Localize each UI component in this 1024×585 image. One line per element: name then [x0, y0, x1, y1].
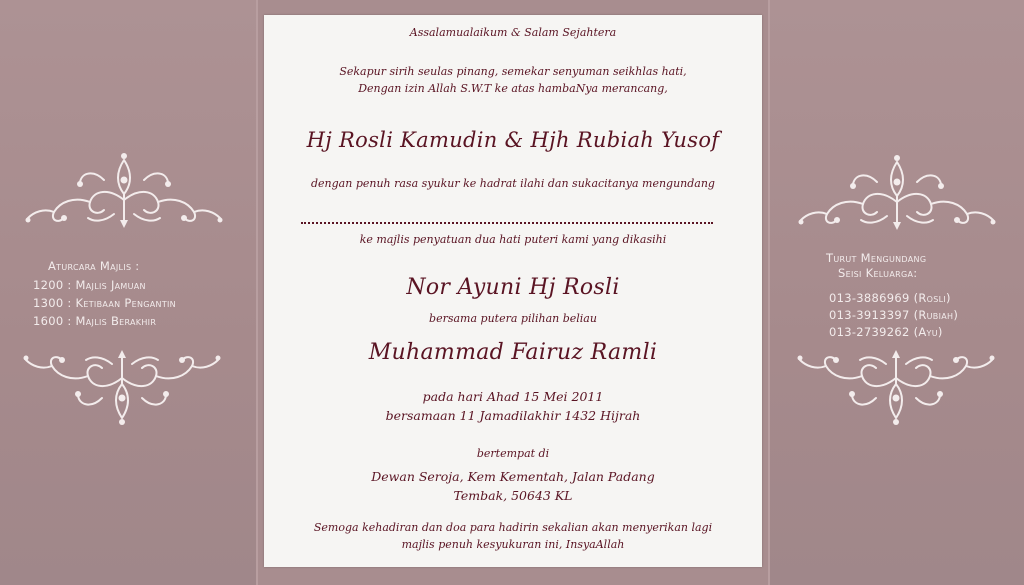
floral-ornament-icon	[22, 348, 222, 428]
contacts-heading: Turut Mengundang	[826, 251, 927, 265]
contact-item: 013-3913397 (Rubiah)	[829, 308, 959, 322]
with-line: bersama putera pilihan beliau	[429, 312, 597, 325]
groom-name: Muhammad Fairuz Ramli	[368, 340, 658, 365]
fold-line-right	[768, 0, 770, 585]
floral-ornament-icon	[796, 348, 996, 428]
program-heading: Aturcara Majlis :	[48, 259, 140, 273]
hijri-date-line: bersamaan 11 Jamadilakhir 1432 Hijrah	[385, 408, 641, 423]
date-line: pada hari Ahad 15 Mei 2011	[422, 389, 604, 404]
hosts-names: Hj Rosli Kamudin & Hjh Rubiah Yusof	[306, 128, 720, 152]
contact-item: 013-3886969 (Rosli)	[829, 291, 951, 305]
floral-ornament-icon	[797, 152, 997, 232]
program-item: 1300 : Ketibaan Pengantin	[33, 296, 176, 310]
fold-line-left	[256, 0, 258, 585]
bride-name: Nor Ayuni Hj Rosli	[406, 275, 620, 300]
left-panel	[0, 0, 256, 585]
program-item: 1600 : Majlis Berakhir	[33, 314, 157, 328]
union-line: ke majlis penyatuan dua hati puteri kami yang dikasihi	[359, 233, 667, 246]
contacts-heading: Seisi Keluarga:	[838, 266, 918, 280]
invite-line: dengan penuh rasa syukur ke hadrat ilahi dan sukacitanya mengundang	[311, 177, 715, 190]
floral-ornament-icon	[24, 150, 224, 230]
venue-label: bertempat di	[476, 447, 550, 460]
closing-line: Semoga kehadiran dan doa para hadirin sekalian akan menyerikan lagi	[313, 521, 713, 534]
dotted-divider	[301, 222, 713, 224]
greeting: Assalamualaikum & Salam Sejahtera	[409, 26, 617, 39]
contact-item: 013-2739262 (Ayu)	[829, 325, 943, 339]
venue-line: Tembak, 50643 KL	[453, 488, 573, 503]
venue-line: Dewan Seroja, Kem Kementah, Jalan Padang	[371, 469, 655, 484]
invitation-card	[264, 15, 762, 567]
verse-line: Sekapur sirih seulas pinang, semekar senyuman seikhlas hati,	[339, 65, 687, 78]
closing-line: majlis penuh kesyukuran ini, InsyaAllah	[401, 538, 625, 551]
verse-line: Dengan izin Allah S.W.T ke atas hambaNya merancang,	[358, 82, 668, 95]
program-item: 1200 : Majlis Jamuan	[33, 278, 146, 292]
